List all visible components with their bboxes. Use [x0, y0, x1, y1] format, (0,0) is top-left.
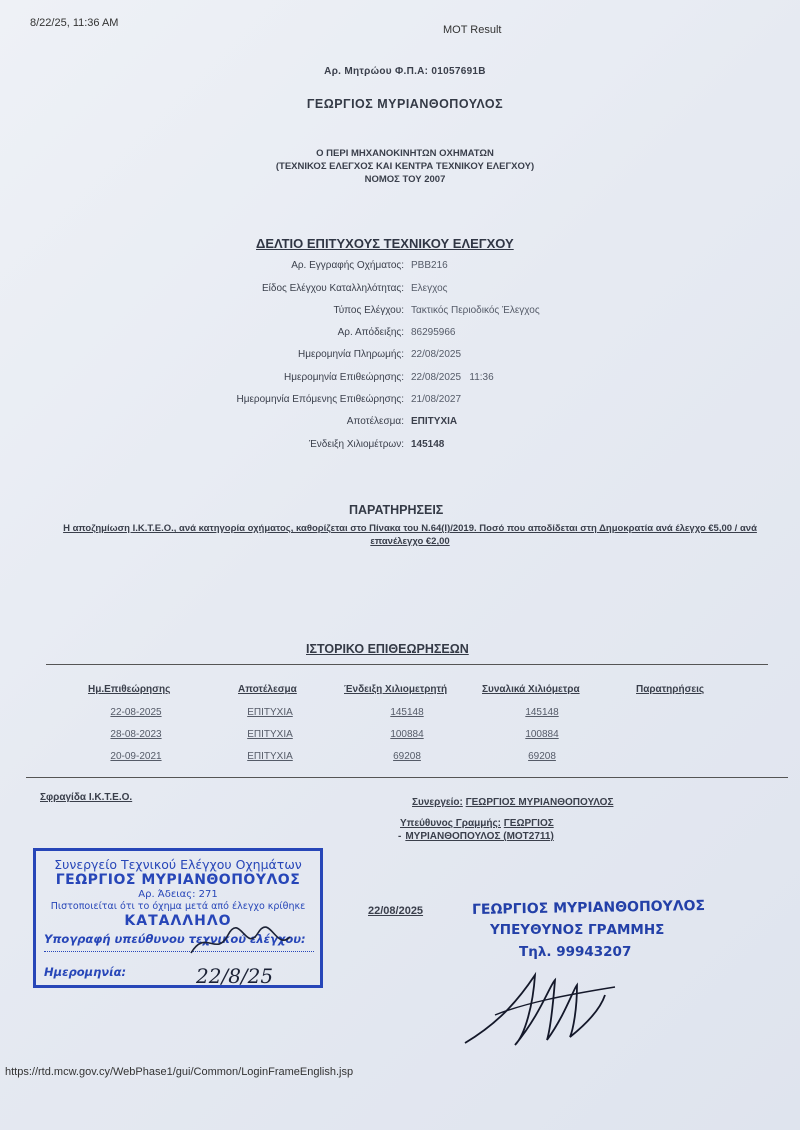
history-date: 28-08-2023 [110, 729, 162, 740]
stamp-line: Υπογραφή υπεύθυνου τεχνικού ελέγχου: [44, 932, 306, 946]
vat-number: Αρ. Μητρώου Φ.Π.Α: 01057691B [324, 66, 486, 77]
field-label: Ημερομηνία Επόμενης Επιθεώρησης: [236, 394, 404, 405]
stamp-line: Ημερομηνία: [44, 965, 127, 979]
history-result: ΕΠΙΤΥΧΙΑ [247, 751, 293, 762]
history-total: 100884 [525, 729, 559, 740]
print-title: MOT Result [443, 24, 502, 36]
field-label: Αποτέλεσμα: [346, 416, 404, 427]
print-url: https://rtd.mcw.gov.cy/WebPhase1/gui/Common/LoginFrameEnglish.jsp [5, 1066, 354, 1078]
stamp-line: Πιστοποιείται ότι το όχημα μετά από έλεγχο κρίθηκε [50, 901, 306, 912]
responsible-label: Υπεύθυνος Γραμμής: [400, 818, 501, 829]
responsible-name: ΓΕΩΡΓΙΟΣ [503, 818, 554, 829]
history-col-result: Αποτέλεσμα [238, 684, 297, 695]
responsible-stamp-line: Τηλ. 99943207 [519, 944, 632, 960]
responsible-line [400, 818, 554, 829]
history-col-date: Ημ.Επιθεώρησης [88, 684, 171, 695]
divider [26, 777, 788, 778]
field-value: 86295966 [411, 327, 456, 338]
history-col-remarks: Παρατηρήσεις [636, 684, 705, 695]
field-label: Ημερομηνία Επιθεώρησης: [284, 372, 404, 383]
history-total: 145148 [525, 707, 559, 718]
law-line-1: Ο ΠΕΡΙ ΜΗΧΑΝΟΚΙΝΗΤΩΝ ΟΧΗΜΑΤΩΝ [316, 148, 494, 159]
field-next-inspection [0, 394, 800, 410]
field-label: Αρ. Εγγραφής Οχήματος: [291, 260, 404, 271]
inspection-stamp [33, 848, 323, 988]
owner-name: ΓΕΩΡΓΙΟΣ ΜΥΡΙΑΝΘΟΠΟΥΛΟΣ [306, 97, 504, 111]
field-value: 145148 [411, 439, 445, 450]
stamp-line: Συνεργείο Τεχνικού Ελέγχου Οχημάτων [54, 857, 302, 872]
field-odometer [0, 439, 800, 455]
history-odometer: 100884 [390, 729, 424, 740]
history-result: ΕΠΙΤΥΧΙΑ [247, 729, 293, 740]
field-receipt [0, 327, 800, 343]
seal-label: Σφραγίδα Ι.Κ.Τ.Ε.Ο. [40, 792, 133, 803]
field-value: 22/08/2025 [411, 349, 462, 360]
certificate-title: ΔΕΛΤΙΟ ΕΠΙΤΥΧΟΥΣ ΤΕΧΝΙΚΟΥ ΕΛΕΓΧΟΥ [256, 236, 514, 251]
field-registration [0, 260, 800, 276]
responsible-stamp-line: ΥΠΕΥΘΥΝΟΣ ΓΡΑΜΜΗΣ [490, 922, 665, 938]
stamp-line: ΓΕΩΡΓΙΟΣ ΜΥΡΙΑΝΘΟΠΟΥΛΟΣ [55, 872, 301, 888]
handwritten-date: 22/8/25 [196, 964, 274, 988]
responsible-code: ΜΥΡΙΑΝΘΟΠΟΥΛΟΣ (MOT2711) [405, 831, 554, 842]
history-col-odometer: Ένδειξη Χιλιομετρητή [344, 684, 448, 695]
stamp-line: Αρ. Άδειας: 271 [138, 889, 218, 900]
history-title: ΙΣΤΟΡΙΚΟ ΕΠΙΘΕΩΡΗΣΕΩΝ [306, 642, 469, 656]
responsible-stamp-line: ΓΕΩΡΓΙΟΣ ΜΥΡΙΑΝΘΟΠΟΥΛΟΣ [471, 897, 706, 919]
handwritten-signature-icon [455, 955, 625, 1055]
field-label: Είδος Ελέγχου Καταλληλότητας: [262, 283, 404, 294]
history-result: ΕΠΙΤΥΧΙΑ [247, 707, 293, 718]
field-result [0, 416, 800, 432]
field-label: Ημερομηνία Πληρωμής: [298, 349, 404, 360]
field-inspection-date [0, 372, 800, 388]
field-value: 21/08/2027 [411, 394, 462, 405]
history-date: 22-08-2025 [110, 707, 162, 718]
print-datetime: 8/22/25, 11:36 AM [30, 17, 119, 29]
field-check-kind [0, 283, 800, 299]
field-label: Ένδειξη Χιλιομέτρων: [308, 439, 404, 450]
field-value: ΕΠΙΤΥΧΙΑ [411, 416, 458, 427]
field-check-type [0, 305, 800, 321]
field-value: Τακτικός Περιοδικός Έλεγχος [411, 305, 540, 316]
remarks-text: Η αποζημίωση Ι.Κ.Τ.Ε.Ο., ανά κατηγορία οχήματος, καθορίζεται στο Πίνακα του Ν.64(Ι)/2019. Ποσό που αποδίδεται στη Δημοκρατία ανά έλεγχο €5,00 / ανά επανέλεγχο €2,00 [63, 523, 757, 547]
remarks-title: ΠΑΡΑΤΗΡΗΣΕΙΣ [349, 503, 444, 517]
divider [46, 664, 768, 665]
law-line-2: (ΤΕΧΝΙΚΟΣ ΕΛΕΓΧΟΣ ΚΑΙ ΚΕΝΤΡΑ ΤΕΧΝΙΚΟΥ ΕΛΕΓΧΟΥ) [275, 161, 535, 172]
history-col-total: Συναλικά Χιλιόμετρα [482, 684, 580, 695]
history-total: 69208 [528, 751, 556, 762]
law-line-3: ΝΟΜΟΣ ΤΟΥ 2007 [364, 174, 446, 185]
signature-date: 22/08/2025 [368, 905, 424, 917]
field-label: Τύπος Ελέγχου: [333, 305, 404, 316]
history-odometer: 145148 [390, 707, 424, 718]
field-value: Ελεγχος [411, 283, 448, 294]
stamp-signature-icon [186, 923, 296, 963]
garage-value: ΓΕΩΡΓΙΟΣ ΜΥΡΙΑΝΘΟΠΟΥΛΟΣ [465, 797, 614, 808]
garage-line [412, 797, 613, 808]
field-payment-date [0, 349, 800, 365]
history-date: 20-09-2021 [110, 751, 162, 762]
stamp-line: ΚΑΤΑΛΛΗΛΟ [124, 913, 232, 929]
garage-label: Συνεργείο: [412, 797, 463, 808]
field-value: PBB216 [411, 260, 448, 271]
responsible-line-2: - ΜΥΡΙΑΝΘΟΠΟΥΛΟΣ (MOT2711) [398, 831, 554, 842]
field-label: Αρ. Απόδειξης: [337, 327, 404, 338]
field-value: 22/08/2025 11:36 [411, 372, 494, 383]
history-odometer: 69208 [393, 751, 421, 762]
